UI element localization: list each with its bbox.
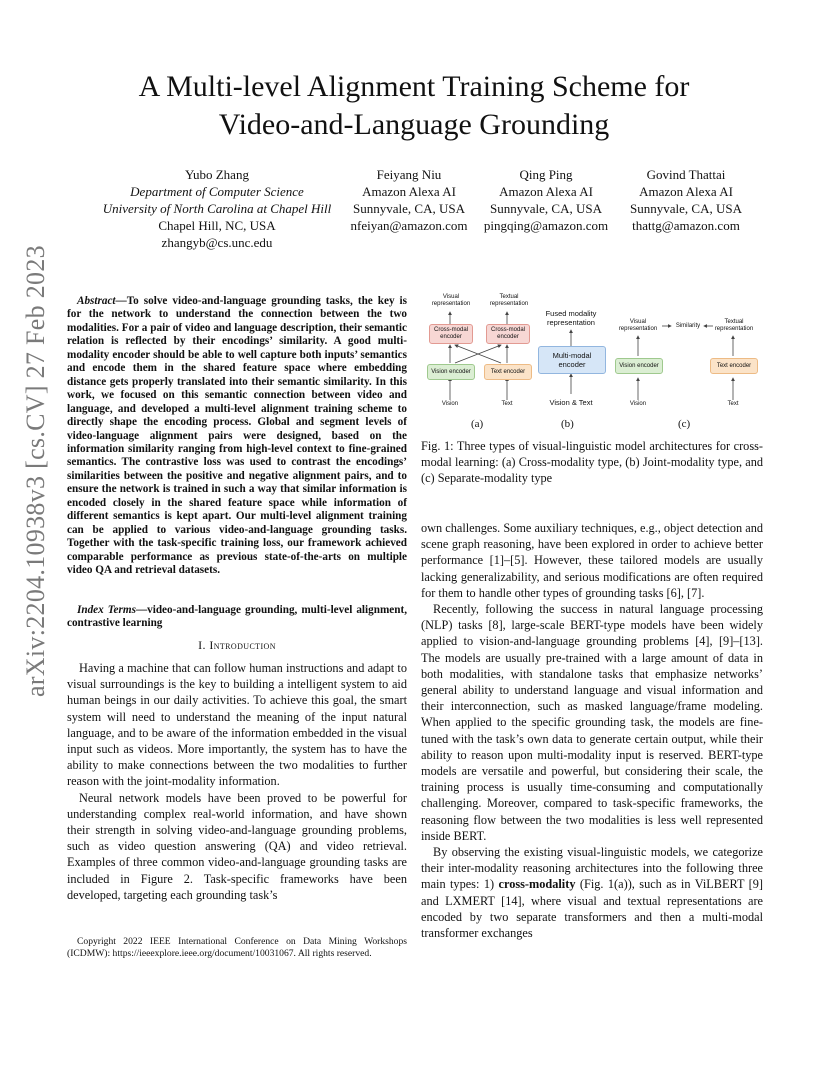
author-email: nfeiyan@amazon.com — [350, 218, 468, 233]
intro-left-column — [67, 660, 407, 903]
author-location: Sunnyvale, CA, USA — [630, 201, 742, 216]
author-block-4 — [616, 166, 756, 234]
fig-b-fused-rep-label: Fused modality representation — [545, 309, 597, 327]
paragraph — [421, 844, 763, 941]
right-column — [421, 520, 763, 941]
section-name: Introduction — [209, 638, 276, 652]
index-terms-label: Index Terms — [77, 604, 136, 616]
section-number: I. — [198, 638, 206, 652]
author-location: Chapel Hill, NC, USA — [158, 218, 276, 233]
fig-a-textual-rep-label: Textual representation — [489, 294, 529, 307]
fig-c-vision-encoder: Vision encoder — [615, 358, 663, 374]
fig-a-cross-modal-encoder-right: Cross-modal encoder — [486, 324, 530, 344]
author-block-2 — [339, 166, 479, 234]
abstract-text: —To solve video-and-language grounding tasks, the key is for the network to understand the connection between the two modalities. For a pair of video and language description, their semantic relation is reflected by their encodings’ similarity. A good multi-modality encoder should be able to well capture both inputs’ semantics and encode them in the shared feature space where embedding distance gets properly translated into their semantic similarity. In this work, we focused on this semantic connection between video and language, and developed a multi-level alignment training scheme to directly shape the encoding process. Global and segment levels of video-language alignment pairs were designed, based on the information similarity ranging from high-level context to fine-grained semantics. The contrastive loss was used to contrast the encodings’ similarities between the positive and negative alignment pairs, and to ensure the network is trained in such a way that similar information is encoded closely in the shared feature space while information of different semantics is kept apart. Our multi-level alignment training can be applied to various video-and-language grounding tasks. Together with the task-specific training loss, our framework achieved comparable performance as previous state-of-the-arts on multiple video QA and retrieval datasets. — [67, 295, 407, 577]
author-name: Yubo Zhang — [185, 167, 249, 182]
author-location: Sunnyvale, CA, USA — [490, 201, 602, 216]
fig-c-vision-input: Vision — [629, 401, 647, 407]
section-heading — [67, 638, 407, 653]
author-name: Qing Ping — [519, 167, 573, 182]
fig-c-text-encoder: Text encoder — [710, 358, 758, 374]
author-email: zhangyb@cs.unc.edu — [161, 235, 273, 250]
author-location: Sunnyvale, CA, USA — [353, 201, 465, 216]
fig-c-text-input: Text — [727, 401, 739, 407]
author-block-1 — [87, 166, 347, 251]
paragraph: Neural network models have been proved to be powerful for understanding complex real-world information, and have shown their strength in solving video-and-language grounding problems, such as video question answering (QA) and video retrieval. Examples of three common video-and-language grounding tasks are included in Figure 2. Task-specific frameworks have been developed, targeting each grounding task’s — [67, 790, 407, 902]
fig-c-textual-rep-label: Textual representation — [714, 319, 754, 332]
author-dept: Department of Computer Science — [130, 184, 304, 199]
fig-b-sublabel: (b) — [561, 418, 574, 430]
fig-a-cross-modal-encoder-left: Cross-modal encoder — [429, 324, 473, 344]
arxiv-identifier: arXiv:2204.10938v3 [cs.CV] 27 Feb 2023 — [21, 245, 50, 697]
paragraph: Having a machine that can follow human instructions and adapt to visual surroundings is the key to building a intelligent system to aid human beings in our daily activities. To achieve this goal, the smart system will need to understand the meaning of the input natural language, and to be aware of the information embedded in the visual input such as videos. More importantly, the system has to have the ability to make connections between the two modalities to further reason with the joint-modality information. — [67, 661, 407, 789]
author-block-3 — [476, 166, 616, 234]
author-name: Feiyang Niu — [376, 167, 442, 182]
footnote-text: Copyright 2022 IEEE International Conference on Data Mining Workshops (ICDMW): https://ieeexplore.ieee.org/document/10031067. All rights reserved. — [67, 936, 407, 959]
author-org: Amazon Alexa AI — [639, 184, 733, 199]
paragraph: own challenges. Some auxiliary techniques, e.g., object detection and scene graph reasoning, have been explored in order to achieve better performance [1]–[5]. However, these tailored models are usually lacking generalizability, and serious modifications are often required for them to handle other types of grounding tasks [6], [7]. — [421, 521, 763, 600]
index-terms-text: —video-and-language grounding, multi-level alignment, contrastive learning — [67, 604, 407, 630]
author-name: Govind Thattai — [646, 167, 726, 182]
figure-caption: Fig. 1: Three types of visual-linguistic model architectures for cross-modal learning: (a) Cross-modality type, (b) Joint-modality type, and (c) Separate-modality type — [421, 439, 763, 486]
index-terms — [67, 604, 407, 631]
author-email: thattg@amazon.com — [632, 218, 740, 233]
author-email: pingqing@amazon.com — [483, 218, 609, 233]
fig-a-sublabel: (a) — [471, 418, 484, 430]
fig-a-visual-rep-label: Visual representation — [431, 294, 471, 307]
fig-a-vision-input: Vision — [441, 401, 459, 407]
title-line-2: Video-and-Language Grounding — [218, 108, 610, 141]
fig-b-multi-modal-encoder: Multi-modal encoder — [538, 346, 606, 374]
abstract-label: Abstract — [77, 295, 116, 307]
fig-c-sublabel: (c) — [678, 418, 691, 430]
copyright-footnote — [67, 936, 407, 960]
fig-a-text-encoder: Text encoder — [484, 364, 532, 380]
fig-b-input-label: Vision & Text — [549, 398, 593, 407]
author-org: Amazon Alexa AI — [362, 184, 456, 199]
fig-c-similarity-label: Similarity — [675, 323, 701, 329]
author-org: Amazon Alexa AI — [499, 184, 593, 199]
paragraph: Recently, following the success in natural language processing (NLP) tasks [8], large-scale BERT-type models have been widely applied to vision-and-language grounding problems [4], [9]–[13]. The models are usually pre-trained with a large amount of data in both modalities, with standalone tasks that emphasize networks’ general ability to understand language and visual information and their interconnection, such as masked language/frame modeling. When applied to the specific grounding task, the models are fine-tuned with the task’s own data to generate certain output, while their ability to reason upon multi-modality input is reserved. BERT-type models are versatile and powerful, but considering their scale, the training process is usually time-consuming and computationally challenging. Moreover, compared to task-specific frameworks, the reasoning flow between the two modalities is less well represented inside BERT. — [421, 602, 763, 843]
author-org: University of North Carolina at Chapel Hill — [102, 201, 332, 216]
fig-c-visual-rep-label: Visual representation — [618, 319, 658, 332]
paragraph-text: (Fig. 1(a)), such as in ViLBERT [9] and LXMERT [14], where visual and textual representations are encoded by two separate transformers and then a multi-modal transformer exchanges — [421, 877, 763, 941]
abstract — [67, 295, 407, 578]
figure-1 — [421, 288, 766, 433]
fig-a-vision-encoder: Vision encoder — [427, 364, 475, 380]
bold-term: cross-modality — [498, 877, 576, 892]
title-line-1: A Multi-level Alignment Training Scheme for — [138, 70, 690, 103]
fig-a-text-input: Text — [501, 401, 513, 407]
paragraph-text: By observing the existing visual-linguistic models, we categorize their inter-modality reasoning architectures into the following three main types: 1) — [421, 845, 763, 892]
paper-title — [0, 68, 828, 144]
